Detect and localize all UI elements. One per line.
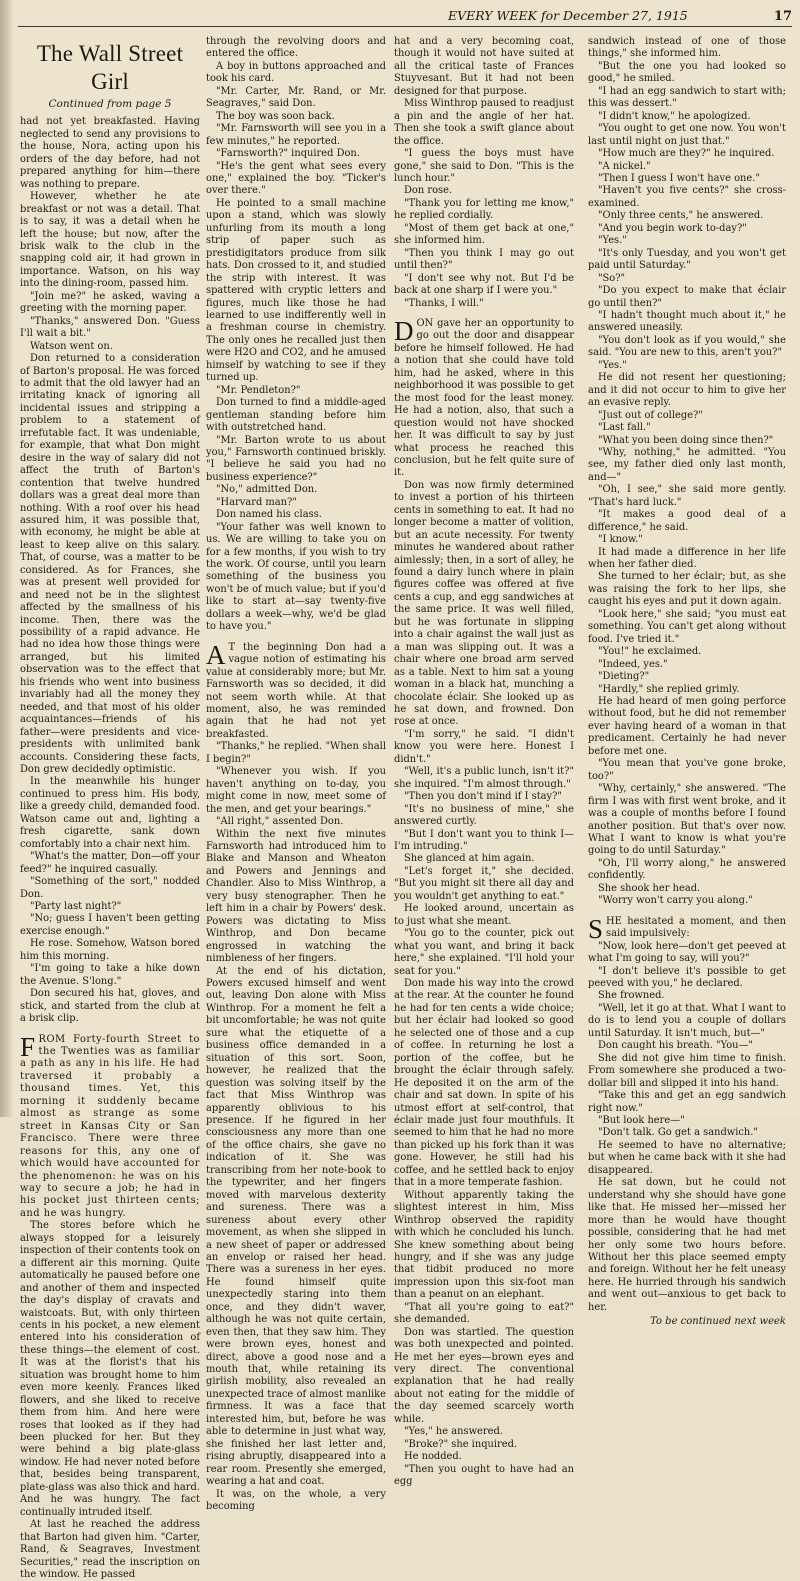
paragraph: "Haven't you five cents?" she cross-examined.	[588, 185, 786, 209]
paragraph: In the meanwhile his hunger continued to press him. His body, like a greedy child, demanded food. Watson came out and, lighting a fresh cigarette, sank down comfortably into a chair next him.	[20, 776, 200, 850]
paragraph: Don made his way into the crowd at the rear. At the counter he found he had for ten cents a wide choice; but her éclair had looked so good he selected one of those and a cup of coffee. In returning he lost a portion of the coffee, but he brought the éclair through safely. He deposited it on the arm of the chair and sat down. In spite of his utmost effort at self-control, that éclair made just four mouthfuls. It seemed to him that he had no more than picked up his fork than it was gone. However, he still had his coffee, and he settled back to enjoy that in a more temperate fashion.	[394, 977, 574, 1189]
paragraph: "Last fall."	[598, 422, 651, 434]
paragraph: She shook her head.	[598, 882, 701, 894]
paragraph: "Do you expect to make that éclair go until then?"	[588, 285, 786, 309]
paragraph: He rose. Somehow, Watson bored him this morning.	[20, 938, 200, 962]
paragraph: She frowned.	[598, 990, 665, 1002]
page-number: 17	[773, 9, 792, 24]
paragraph: Don turned to find a middle-aged gentleman standing before him with outstretched hand.	[206, 397, 386, 434]
paragraph: "No; guess I haven't been getting exercise enough."	[20, 913, 200, 937]
column-4	[588, 36, 786, 1328]
paragraph: "Thank you for letting me know," he replied cordially.	[394, 197, 574, 222]
paragraph: "All right," assented Don.	[216, 816, 344, 828]
paragraph: "Something of the sort," nodded Don.	[20, 876, 200, 900]
section-paragraph: FROM Forty-fourth Street to the Twenties was as familiar a path as any in his life. He had traversed it probably a thousand times. Yet, this morning it suddenly became almost as strange as some street in Kansas City or San Francisco. There were three reasons for this, any one of which would have accounted for the phenomenon: he was on his way to secure a job; he had in his pocket just thirteen cents; and he was hungry.	[20, 1031, 200, 1219]
paragraph: "Why, certainly," she answered. "The firm I was with first went broke, and it was a couple of months before I found another position. But that's over now. What I want to know is what you're going to do until Saturday."	[588, 783, 786, 857]
paragraph: "Broke?" she inquired.	[404, 1438, 518, 1450]
paragraph: "Party last night?"	[30, 901, 122, 912]
paragraph: "It's only Tuesday, and you won't get paid until Saturday."	[588, 247, 786, 272]
paragraph: "Why, nothing," he admitted. "You see, my father died only last month, and—"	[588, 446, 786, 483]
paragraph: "I'm sorry," he said. "I didn't know you were here. Honest I didn't."	[394, 728, 574, 765]
paragraph: "Mr. Farnsworth will see you in a few minutes," he reported.	[206, 123, 386, 147]
paragraph: "Join me?" he asked, waving a greeting with the morning paper.	[20, 290, 200, 315]
paragraph: Don was startled. The question was both unexpected and pointed. He met her eyes—brown eyes and very direct. The conventional explanation that he had really about not eating for the middle of the day seemed scarcely worth while.	[394, 1326, 574, 1425]
paragraph: At the end of his dictation, Powers excused himself and went out, leaving Don alone with Miss Winthrop. For a moment he felt a bit uncomfortable; he was not quite sure what the etiquette of a business office demanded in a situation of this sort. Soon, however, he realized that the question was solving itself by the fact that Miss Winthrop was apparently oblivious to his presence. If he figured in her consciousness any more than one of the office chairs, she gave no indication of it. She was transcribing from her note-book to the typewriter, and her fingers moved with marvelous dexterity and sureness. There was a sureness about every other movement, as when she slipped in a new sheet of paper or addressed an envelop or raised her head. There was a sureness in her eyes. He found himself quite unexpectedly staring into them once, and they didn't waver, although he was not quite certain, even then, that they saw him. They were brown eyes, honest and direct, above a good nose and a mouth that, while retaining its girlish mobility, also revealed an unexpected trace of almost manlike firmness. It was a face that interested him, but, before he was able to determine in just what way, she finished her last letter and, rising abruptly, disappeared into a rear room. Presently she emerged, wearing a hat and coat.	[206, 965, 386, 1488]
paragraph: "What you been doing since then?"	[598, 434, 774, 446]
paragraph: "Yes."	[598, 235, 627, 247]
paragraph: "Just out of college?"	[598, 409, 703, 421]
paragraph: "Your father was well known to us. We are willing to take you on for a few months, if you wish to try the work. Of course, until you learn something of the business you won't be of much value; but if you'd like to start at—say twenty-five dollars a week—why, we'd be glad to have you."	[206, 521, 386, 633]
paragraph: "I don't believe it's possible to get peeved with you," he declared.	[588, 965, 786, 989]
to-be-continued-note: To be continued next week	[650, 1316, 786, 1328]
paragraph: Miss Winthrop paused to readjust a pin and the angle of her hat. Then she took a swift glance about the office.	[394, 98, 574, 147]
paragraph: "Well, it's a public lunch, isn't it?" she inquired. "I'm almost through."	[394, 766, 574, 790]
paragraph: "Now, look here—don't get peeved at what I'm going to say, will you?"	[588, 940, 786, 965]
paragraph: "How much are they?" he inquired.	[598, 148, 775, 160]
column-2	[206, 36, 386, 1513]
paragraph: "Hardly," she replied grimly.	[598, 683, 740, 695]
paragraph: "You mean that you've gone broke, too?"	[588, 758, 786, 782]
paragraph: He had heard of men going perforce without food, but he did not remember ever having heard of a woman in that predicament. Certainly he had never before met one.	[588, 696, 786, 757]
section-paragraph: AT the beginning Don had a vague notion of estimating his value at considerably more; but Mr. Farnsworth was so decided, it did not seem worth while. At that moment, also, he was reminded again that he had not yet breakfasted.	[206, 639, 386, 740]
paragraph: The stores before which he always stopped for a leisurely inspection of their contents took on a different air this morning. Quite automatically he paused before one and another of them and inspected the day's display of cravats and waistcoats. But, with only thirteen cents in his pocket, a new element entered into his consideration of these things—the element of cost. It was at the florist's that his situation was brought home to him even more keenly. Frances liked flowers, and she liked to receive them from him. And here were roses that looked as if they had been plucked for her. But they were behind a big plate-glass window. He had never noted before that, besides being transparent, plate-glass was also thick and hard. And he was hungry. The fact continually intruded itself.	[20, 1220, 200, 1518]
paragraph: "But the one you had looked so good," he smiled.	[588, 60, 786, 85]
paragraph: "Look here," she said; "you must eat something. You can't get along without food. I've tried it."	[588, 608, 786, 645]
section-paragraph: DON gave her an opportunity to go out the door and disappear before he himself followed. He had a notion that she could have told him, had he asked, where in this neighborhood it was possible to get the most food for the least money. He had a notion, also, that such a question would not have shocked her. It was difficult to say by just what process he reached this conclusion, but he felt quite sure of it.	[394, 315, 574, 479]
paragraph: She glanced at him again.	[404, 853, 535, 865]
paragraph: Within the next five minutes Farnsworth had introduced him to Blake and Manson and Wheaton and Powers and Jennings and Chandler. Also to Miss Winthrop, a very busy stenographer. Then he left him in a chair by Powers' desk. Powers was dictating to Miss Winthrop, and Don became engrossed in watching the nimbleness of her fingers.	[206, 828, 386, 965]
paragraph: "He's the gent what sees every one," explained the boy. "Ticker's over there."	[206, 160, 386, 197]
paragraph: Don secured his hat, gloves, and stick, and started from the club at a brisk clip.	[20, 988, 200, 1025]
paragraph: "Then you think I may go out until then?"	[394, 247, 574, 272]
running-title: EVERY WEEK for December 27, 1915	[448, 8, 688, 23]
paragraph: "So?"	[598, 272, 626, 284]
paragraph: "And you begin work to-day?"	[598, 222, 747, 234]
paragraph: "Yes."	[598, 359, 627, 371]
paragraph: She turned to her éclair; but, as she was raising the fork to her lips, she caught his eyes and put it down again.	[588, 571, 786, 608]
paragraph: "Whenever you wish. If you haven't anything on to-day, you might come in now, meet some of the men, and get your bearings."	[206, 766, 386, 815]
paragraph: had not yet breakfasted. Having neglected to send any provisions to the house, Nora, acting upon his orders of the day before, had not prepared anything for him—there was nothing to prepare.	[20, 116, 200, 190]
paragraph: It was, on the whole, a very becoming	[206, 1488, 386, 1513]
paragraph: "That all you're going to eat?" she demanded.	[394, 1301, 574, 1326]
paragraph: He seemed to have no alternative; but when he came back with it she had disappeared.	[588, 1139, 786, 1176]
paragraph: "But I don't want you to think I—I'm intruding."	[394, 828, 574, 852]
paragraph: Watson went on.	[30, 340, 113, 352]
paragraph: He sat down, but he could not understand why she should have gone like that. He missed her—missed her more than he would have thought possible, considering that he had met her only some two hours before. Without her this place seemed empty and foreign. Without her he felt uneasy here. He hurried through his sandwich and went out—anxious to get back to her.	[588, 1177, 786, 1313]
paragraph: "Well, let it go at that. What I want to do is to lend you a couple of dollars until Saturday. It isn't much, but—"	[588, 1002, 786, 1039]
paragraph: "Farnsworth?" inquired Don.	[216, 148, 360, 160]
paragraph: "Then I guess I won't have one."	[598, 172, 760, 184]
paragraph: He did not resent her questioning; and it did not occur to him to give her an evasive reply.	[588, 372, 786, 409]
paragraph: "I know."	[598, 534, 643, 546]
page-edge-shadow	[0, 0, 14, 1117]
paragraph: At last he reached the address that Barton had given him. "Carter, Rand, & Seagraves, Investment Securities," read the inscription on the window. He passed	[20, 1519, 200, 1581]
paragraph: "It's no business of mine," she answered curtly.	[394, 803, 574, 828]
header-rule	[18, 26, 792, 27]
paragraph: However, whether he ate breakfast or not was a detail. That is to say, it was a detail when he left the house; but now, after the brisk walk to the club in the snapping cold air, it had grown in importance. Watson, on his way into the dining-room, passed him.	[20, 191, 200, 290]
paragraph: "I'm going to take a hike down the Avenue. S'long."	[20, 963, 200, 987]
section-paragraph: SHE hesitated a moment, and then said impulsively:	[588, 913, 786, 944]
paragraph: "You go to the counter, pick out what you want, and bring it back here," she explained. "I'll hold your seat for you."	[394, 928, 574, 977]
paragraph: "Worry won't carry you along."	[598, 895, 753, 907]
paragraph: "I don't see why not. But I'd be back at one sharp if I were you."	[394, 272, 574, 297]
paragraph: "Dieting?"	[598, 671, 650, 683]
paragraph: hat and a very becoming coat, though it would not have suited at all the critical taste of Frances Stuyvesant. But it had not been designed for that purpose.	[394, 36, 574, 97]
paragraph: "Let's forget it," she decided. "But you might sit there all day and you wouldn't get anything to eat."	[394, 865, 574, 902]
continued-note: Continued from page 5	[48, 98, 172, 110]
paragraph: "Thanks," answered Don. "Guess I'll wait a bit."	[20, 315, 200, 340]
paragraph: "I had an egg sandwich to start with; this was dessert."	[588, 85, 786, 110]
paragraph: Don named his class.	[216, 509, 322, 521]
paragraph: through the revolving doors and entered the office.	[206, 36, 386, 60]
column-1	[20, 36, 200, 1581]
paragraph: "Mr. Pendleton?"	[216, 384, 301, 396]
paragraph: Don caught his breath. "You—"	[598, 1040, 753, 1052]
paragraph: "But look here—"	[598, 1114, 685, 1126]
paragraph: "Don't talk. Go get a sandwich."	[598, 1127, 758, 1139]
paragraph: "You don't look as if you would," she said. "You are new to this, aren't you?"	[588, 334, 786, 359]
paragraph: He nodded.	[404, 1451, 462, 1463]
paragraph: Without apparently taking the slightest interest in him, Miss Winthrop observed the rapidity with which he concluded his lunch. She knew something about being hungry, and if she was any judge that tidbit produced no more impression upon this six-foot man than a peanut on an elephant.	[394, 1189, 574, 1301]
paragraph: "Yes," he answered.	[404, 1426, 503, 1438]
paragraph: He pointed to a small machine upon a stand, which was slowly unfurling from its mouth a long strip of paper such as prestidigitators produce from silk hats. Don crossed to it, and studied the strip with interest. It was spattered with cryptic letters and figures, much like those he had learned to use indifferently well in a freshman course in chemistry. The only ones he recalled just then were H2O and CO2, and he amused himself by watching to see if they turned up.	[206, 197, 386, 384]
paragraph: "I guess the boys must have gone," she said to Don. "This is the lunch hour."	[394, 148, 574, 184]
paragraph: "Mr. Carter, Mr. Rand, or Mr. Seagraves," said Don.	[206, 85, 386, 110]
paragraph: "Harvard man?"	[216, 496, 297, 508]
paragraph: The boy was soon back.	[216, 110, 335, 122]
paragraph: "Thanks, I will."	[404, 297, 484, 309]
paragraph: "Oh, I see," she said more gently. "That's hard luck."	[588, 484, 786, 508]
paragraph: He looked around, uncertain as to just what she meant.	[394, 903, 574, 927]
paragraph: A boy in buttons approached and took his card.	[206, 60, 386, 85]
paragraph: "Only three cents," he answered.	[598, 210, 764, 222]
paragraph: "Take this and get an egg sandwich right now."	[588, 1090, 786, 1114]
paragraph: Don returned to a consideration of Barton's proposal. He was forced to admit that the old lawyer had an irritating knack of ignoring all incidental issues and stripping a problem to a statement of irrefutable fact. It was undeniable, for example, that what Don might desire in the way of salary did not affect the truth of Barton's contention that twelve hundred dollars was a great deal more than nothing. With a roof over his head assured him, it was possible that, with economy, he might be able at least to keep alive on this salary. That, of course, was a matter to be considered. As for Frances, she was at present well provided for and need not be in the slightest affected by the smallness of his income. Then, there was the possibility of a rapid advance. He had no idea how those things were arranged, but his limited observation was to the effect that his friends who went into business invariably had all the money they needed, and that most of his older acquaintances—friends of his father—were presidents and vice-presidents with unlimited bank accounts. Considering these facts, Don grew decidedly optimistic.	[20, 353, 200, 776]
paragraph: "I didn't know," he apologized.	[598, 110, 751, 122]
paragraph: sandwich instead of one of those things," she informed him.	[588, 36, 786, 60]
paragraph: "You ought to get one now. You won't last until night on just that."	[588, 123, 786, 147]
paragraph: It had made a difference in her life when her father died.	[588, 546, 786, 571]
paragraph: Don was now firmly determined to invest a portion of his thirteen cents in something to eat. It had no longer become a matter of volition, but an acute necessity. For twenty minutes he wandered about rather aimlessly; then, in a sort of alley, he found a dairy lunch where in plain figures coffee was offered at five cents a cup, and egg sandwiches at the same price. It was well filled, but he was fortunate in slipping into a chair against the wall just as a man was slipping out. It was a chair where one broad arm served as a table. Next to him sat a young woman in a black hat, munching a chocolate éclair. She looked up as he sat down, and frowned. Don rose at once.	[394, 479, 574, 728]
paragraph: "It makes a good deal of a difference," he said.	[588, 509, 786, 533]
paragraph: "No," admitted Don.	[216, 484, 318, 496]
paragraph: "A nickel."	[598, 160, 651, 172]
paragraph: "You!" he exclaimed.	[598, 646, 702, 658]
running-head	[448, 8, 792, 24]
column-3	[394, 36, 574, 1488]
paragraph: "Then you ought to have had an egg	[394, 1463, 574, 1488]
paragraph: She did not give him time to finish. From somewhere she produced a two-dollar bill and slipped it into his hand.	[588, 1052, 786, 1089]
paragraph: "Most of them get back at one," she informed him.	[394, 222, 574, 247]
paragraph: "Then you don't mind if I stay?"	[404, 791, 562, 803]
paragraph: "What's the matter, Don—off your feed?" he inquired casually.	[20, 851, 200, 875]
paragraph: Don rose.	[404, 185, 453, 197]
paragraph: "I hadn't thought much about it," he answered uneasily.	[588, 309, 786, 334]
story-title: The Wall Street Girl	[36, 41, 184, 94]
paragraph: "Indeed, yes."	[598, 658, 668, 670]
paragraph: "Mr. Barton wrote to us about you," Farnsworth continued briskly. "I believe he said you had no business experience?"	[206, 434, 386, 483]
paragraph: "Oh, I'll worry along," he answered confidently.	[588, 857, 786, 882]
paragraph: "Thanks," he replied. "When shall I begin?"	[206, 741, 386, 765]
